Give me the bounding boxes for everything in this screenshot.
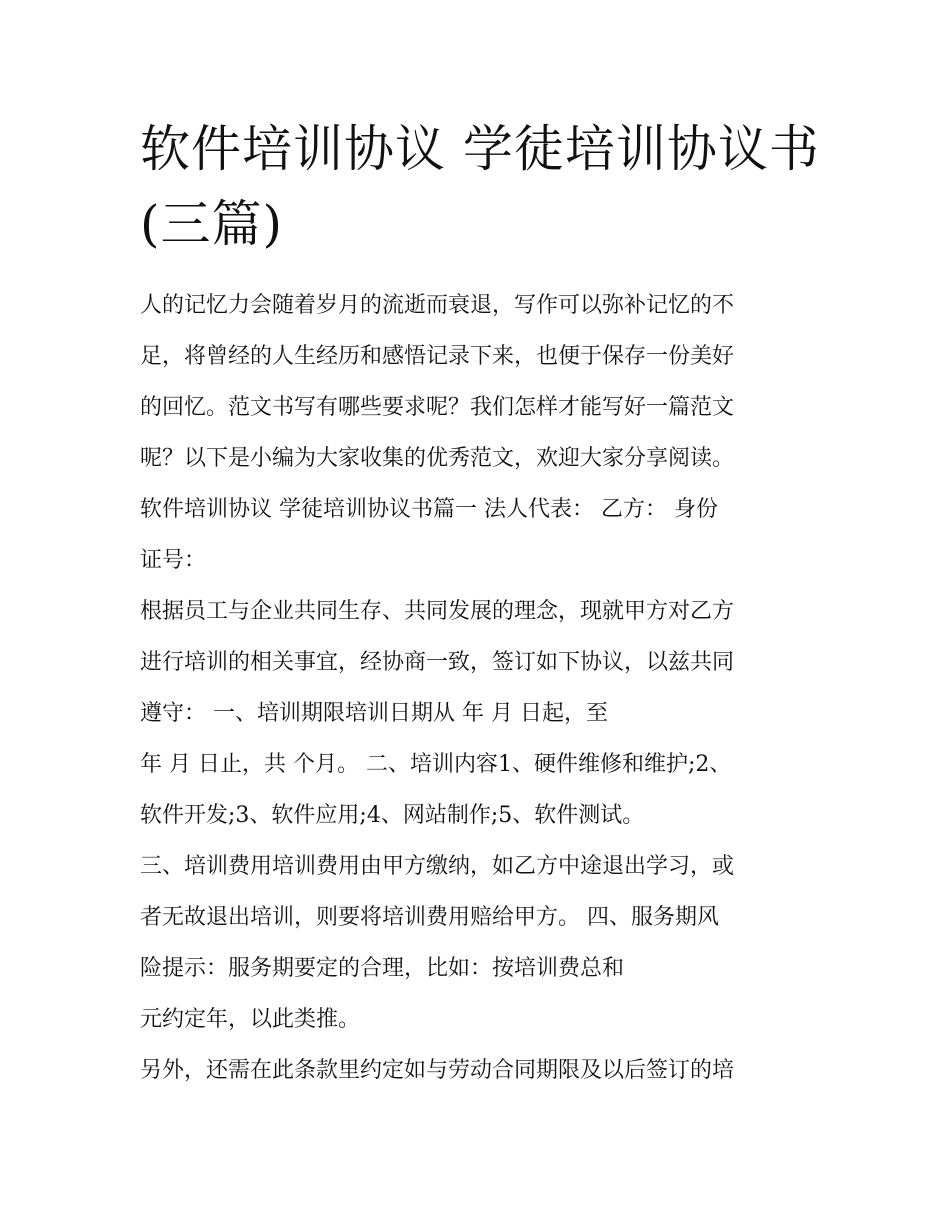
title-line-2: (三篇) [140, 195, 284, 253]
body-line: 另外，还需在此条款里约定如与劳动合同期限及以后签订的培 [140, 1058, 735, 1083]
body-line: 呢？以下是小编为大家收集的优秀范文，欢迎大家分享阅读。 [140, 446, 735, 471]
body-line: 人的记忆力会随着岁月的流逝而衰退，写作可以弥补记忆的不 [140, 293, 735, 318]
document-body [140, 280, 830, 1096]
title-line-1: 软件培训协议 学徒培训协议书 [140, 120, 820, 178]
body-line: 足，将曾经的人生经历和感悟记录下来，也便于保存一份美好 [140, 344, 735, 369]
body-line: 进行培训的相关事宜，经协商一致，签订如下协议，以兹共同 [140, 650, 735, 675]
body-line: 的回忆。范文书写有哪些要求呢？我们怎样才能写好一篇范文 [140, 395, 735, 420]
body-line: 根据员工与企业共同生存、共同发展的理念，现就甲方对乙方 [140, 599, 735, 624]
document-title [140, 112, 830, 262]
body-line: 险提示：服务期要定的合理，比如：按培训费总和 [140, 956, 625, 981]
body-line: 软件开发;3、软件应用;4、网站制作;5、软件测试。 [140, 803, 645, 828]
body-line: 年 月 日止，共 个月。 二、培训内容1、硬件维修和维护;2、 [140, 752, 732, 777]
body-line: 者无故退出培训，则要将培训费用赔给甲方。 四、服务期风 [140, 905, 719, 930]
body-line: 遵守： 一、培训期限培训日期从 年 月 日起，至 [140, 701, 608, 726]
body-line: 软件培训协议 学徒培训协议书篇一 法人代表： 乙方： 身份 [140, 497, 718, 522]
body-line: 元约定年，以此类推。 [140, 1007, 361, 1032]
body-line: 证号： [140, 548, 207, 573]
body-line: 三、培训费用培训费用由甲方缴纳，如乙方中途退出学习，或 [140, 854, 735, 879]
